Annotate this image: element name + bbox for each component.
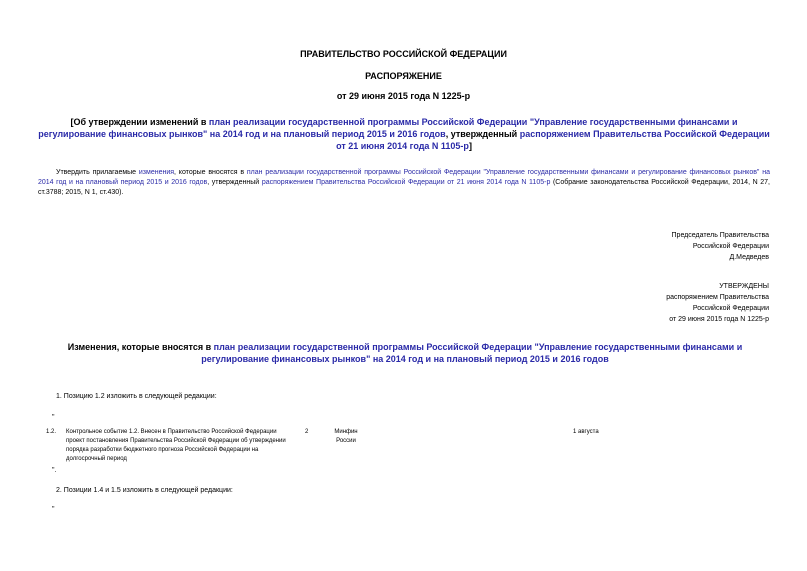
signature-position: Председатель Правительства: [671, 232, 769, 239]
document-title: [38, 116, 770, 152]
title-link-order[interactable]: распоряжением Правительства Российской Федерации от 21 июня 2014 года N 1105-р: [336, 129, 770, 151]
table-row-executor: Минфин России: [334, 429, 358, 444]
title-text-end: ]: [468, 141, 472, 151]
signature-country: Российской Федерации: [692, 243, 769, 250]
item-1-text: 1. Позицию 1.2 изложить в следующей редакции:: [56, 393, 217, 400]
item-2-text: 2. Позиции 1.4 и 1.5 изложить в следующей редакции:: [56, 487, 233, 494]
table-row-number: 1.2.: [46, 429, 57, 435]
document-type: РАСПОРЯЖЕНИЕ: [365, 71, 442, 81]
changes-title-link[interactable]: план реализации государственной программы Российской Федерации "Управление государственными финансами и регулирование финансовых рынков" на 2014 год и на плановый период 2015 и 2016 годов: [201, 342, 743, 364]
title-text-middle: , утвержденный: [445, 129, 520, 139]
signature-block: [520, 230, 769, 263]
approval-line-2: распоряжением Правительства: [666, 294, 769, 301]
title-link-plan[interactable]: план реализации государственной программы Российской Федерации "Управление государственными финансами и регулирование финансовых рынков" на 2014 год и на плановый период 2015 и 2016 годов: [38, 117, 738, 139]
changes-title: [60, 341, 750, 365]
table-row-code: 2: [305, 429, 309, 435]
body-text-4: (Собрание законодательства Российской Федерации, 2014, N 27, ст.3788; 2015, N 1, ст.430).: [38, 179, 770, 196]
quote-open-1: ": [52, 414, 55, 421]
title-text-start: [Об утверждении изменений в: [70, 117, 209, 127]
quote-open-2: ": [52, 506, 55, 513]
body-link-order[interactable]: распоряжением Правительства Российской Федерации от 21 июня 2014 года N 1105-р: [261, 179, 551, 186]
signature-name: Д.Медведев: [729, 254, 769, 261]
approval-block: [520, 281, 769, 325]
body-paragraph: [38, 168, 770, 198]
table-row-date: 1 августа: [573, 429, 599, 435]
changes-title-prefix: Изменения, которые вносятся в: [67, 342, 214, 352]
table-row-event: Контрольное событие 1.2. Внесен в Правительство Российской Федерации проект постановления Правительства Российской Федерации об утверждении порядка разработки бюджетного прогноза Российской Федерации на долгосрочный период: [66, 429, 286, 462]
body-text-3: , утвержденный: [207, 179, 262, 186]
quote-close-1: ".: [52, 467, 57, 474]
approval-heading: УТВЕРЖДЕНЫ: [719, 283, 769, 290]
body-link-plan[interactable]: план реализации государственной программы Российской Федерации "Управление государственными финансами и регулирование финансовых рынков" на 2014 год и на плановый период 2015 и 2016 годов: [38, 169, 770, 186]
approval-line-4: от 29 июня 2015 года N 1225-р: [669, 316, 769, 323]
body-text-1: Утвердить прилагаемые: [56, 169, 139, 176]
document-date-number: от 29 июня 2015 года N 1225-р: [336, 91, 471, 101]
body-text-2: , которые вносятся в: [174, 169, 247, 176]
approval-line-3: Российской Федерации: [692, 305, 769, 312]
government-name: ПРАВИТЕЛЬСТВО РОССИЙСКОЙ ФЕДЕРАЦИИ: [300, 49, 507, 59]
body-link-changes[interactable]: изменения: [138, 169, 175, 176]
